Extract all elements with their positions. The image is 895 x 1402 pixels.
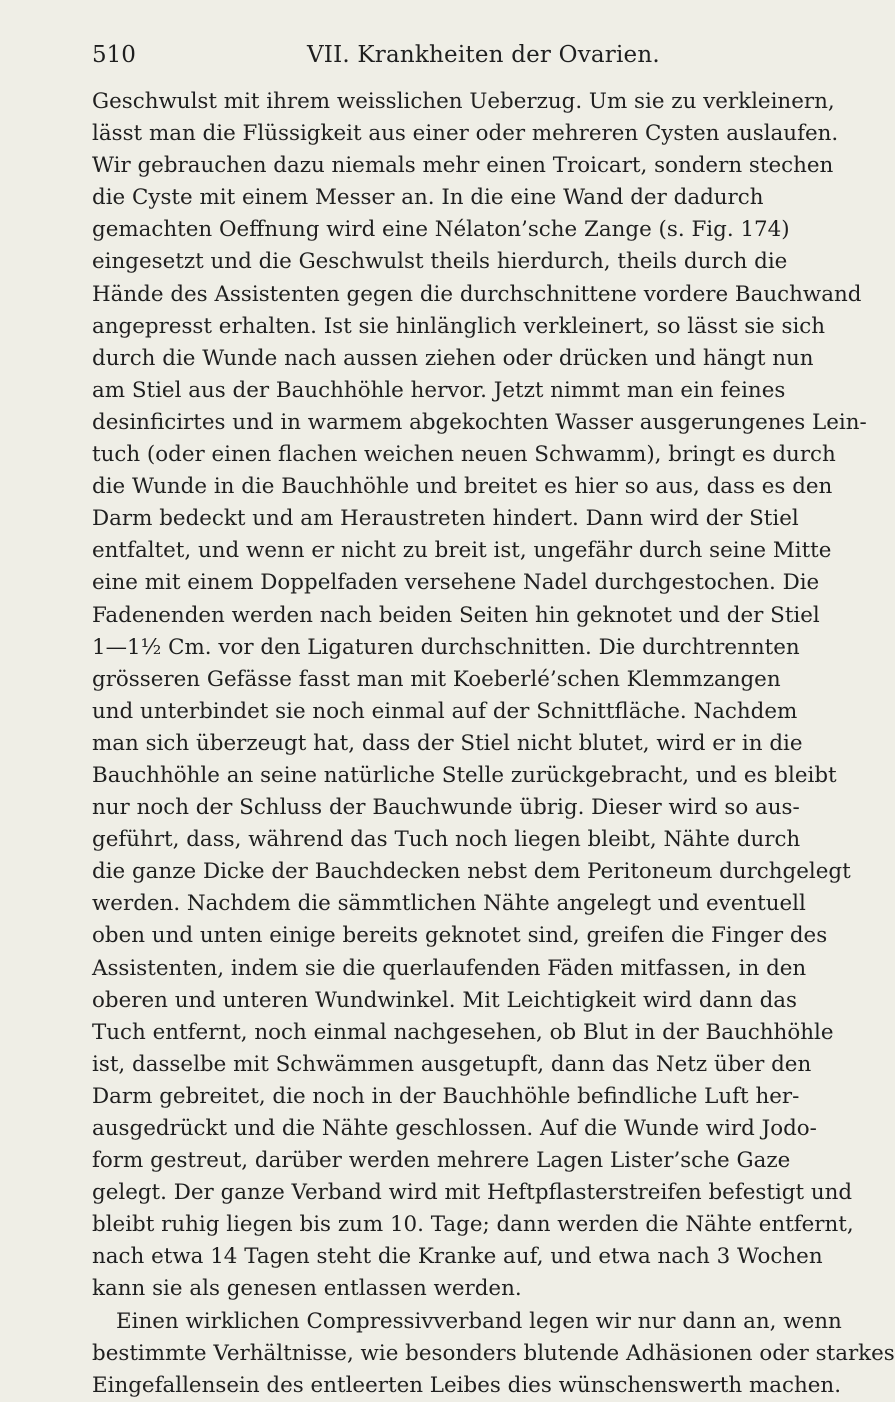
text-line: gelegt. Der ganze Verband wird mit Heftpflasterstreifen befestigt und xyxy=(92,1180,853,1206)
text-line: Tuch entfernt, noch einmal nachgesehen, ob Blut in der Bauchhöhle xyxy=(92,1019,834,1045)
text-line: nur noch der Schluss der Bauchwunde übrig. Dieser wird so aus- xyxy=(92,795,800,821)
text-line: die Wunde in die Bauchhöhle und breitet es hier so aus, dass es den xyxy=(92,474,833,500)
text-line: eingesetzt und die Geschwulst theils hierdurch, theils durch die xyxy=(92,249,788,275)
text-line: desinficirtes und in warmem abgekochten Wasser ausgerungenes Lein- xyxy=(92,409,867,435)
text-line: Einen wirklichen Compressivverband legen wir nur dann an, wenn xyxy=(116,1308,842,1334)
text-line: Geschwulst mit ihrem weisslichen Ueberzug. Um sie zu verkleinern, xyxy=(92,89,835,114)
text-line: gemachten Oeffnung wird eine Nélaton’sche Zange (s. Fig. 174) xyxy=(92,217,790,243)
text-line: geführt, dass, während das Tuch noch liegen bleibt, Nähte durch xyxy=(92,827,801,853)
text-line: grösseren Gefässe fasst man mit Koeberlé’schen Klemmzangen xyxy=(92,666,781,692)
text-line: angepresst erhalten. Ist sie hinlänglich verkleinert, so lässt sie sich xyxy=(92,313,826,339)
text-line: Bauchhöhle an seine natürliche Stelle zurückgebracht, und es bleibt xyxy=(92,762,837,788)
text-line: ist, dasselbe mit Schwämmen ausgetupft, dann das Netz über den xyxy=(92,1051,812,1077)
text-line: werden. Nachdem die sämmtlichen Nähte angelegt und eventuell xyxy=(92,891,806,917)
text-line: 1—1½ Cm. vor den Ligaturen durchschnitten. Die durchtrennten xyxy=(92,634,800,660)
section-title: VII. Krankheiten der Ovarien. xyxy=(307,42,660,68)
text-line: am Stiel aus der Bauchhöhle hervor. Jetzt nimmt man ein feines xyxy=(92,377,786,403)
text-line: Darm bedeckt und am Heraustreten hindert. Dann wird der Stiel xyxy=(92,506,799,532)
text-line: tuch (oder einen flachen weichen neuen Schwamm), bringt es durch xyxy=(92,442,836,468)
text-line: die ganze Dicke der Bauchdecken nebst dem Peritoneum durchgelegt xyxy=(92,859,851,885)
text-line: lässt man die Flüssigkeit aus einer oder mehreren Cysten auslaufen. xyxy=(92,121,839,147)
text-line: ausgedrückt und die Nähte geschlossen. Auf die Wunde wird Jodo- xyxy=(92,1116,817,1141)
text-line: Wir gebrauchen dazu niemals mehr einen Troicart, sondern stechen xyxy=(92,153,834,179)
text-line: Darm gebreitet, die noch in der Bauchhöhle befindliche Luft her- xyxy=(92,1083,800,1109)
text-line: eine mit einem Doppelfaden versehene Nadel durchgestochen. Die xyxy=(92,570,820,596)
text-line: man sich überzeugt hat, dass der Stiel nicht blutet, wird er in die xyxy=(92,730,803,756)
text-line: bleibt ruhig liegen bis zum 10. Tage; dann werden die Nähte entfernt, xyxy=(92,1212,854,1238)
text-line: nach etwa 14 Tagen steht die Kranke auf, und etwa nach 3 Wochen xyxy=(92,1244,823,1270)
page-number: 510 xyxy=(92,42,136,68)
text-line: Hände des Assistenten gegen die durchschnittene vordere Bauchwand xyxy=(92,281,862,307)
text-line: bestimmte Verhältnisse, wie besonders blutende Adhäsionen oder starkes xyxy=(92,1340,895,1366)
text-line: Fadenenden werden nach beiden Seiten hin geknotet und der Stiel xyxy=(92,602,820,628)
text-line: oben und unten einige bereits geknotet sind, greifen die Finger des xyxy=(92,923,828,949)
text-line: entfaltet, und wenn er nicht zu breit ist, ungefähr durch seine Mitte xyxy=(92,538,832,564)
text-line: und unterbindet sie noch einmal auf der Schnittfläche. Nachdem xyxy=(92,698,798,724)
text-line: Assistenten, indem sie die querlaufenden Fäden mitfassen, in den xyxy=(92,955,807,981)
paragraph-end-line: kann sie als genesen entlassen werden. xyxy=(92,1276,522,1302)
text-line: durch die Wunde nach aussen ziehen oder drücken und hängt nun xyxy=(92,345,814,371)
paragraph-end-line: Eingefallensein des entleerten Leibes dies wünschenswerth machen. xyxy=(92,1372,842,1398)
body-text xyxy=(92,86,895,1402)
text-line: oberen und unteren Wundwinkel. Mit Leichtigkeit wird dann das xyxy=(92,987,798,1013)
running-head xyxy=(92,38,710,72)
text-line: form gestreut, darüber werden mehrere Lagen Lister’sche Gaze xyxy=(92,1148,791,1174)
text-line: die Cyste mit einem Messer an. In die eine Wand der dadurch xyxy=(92,185,764,211)
